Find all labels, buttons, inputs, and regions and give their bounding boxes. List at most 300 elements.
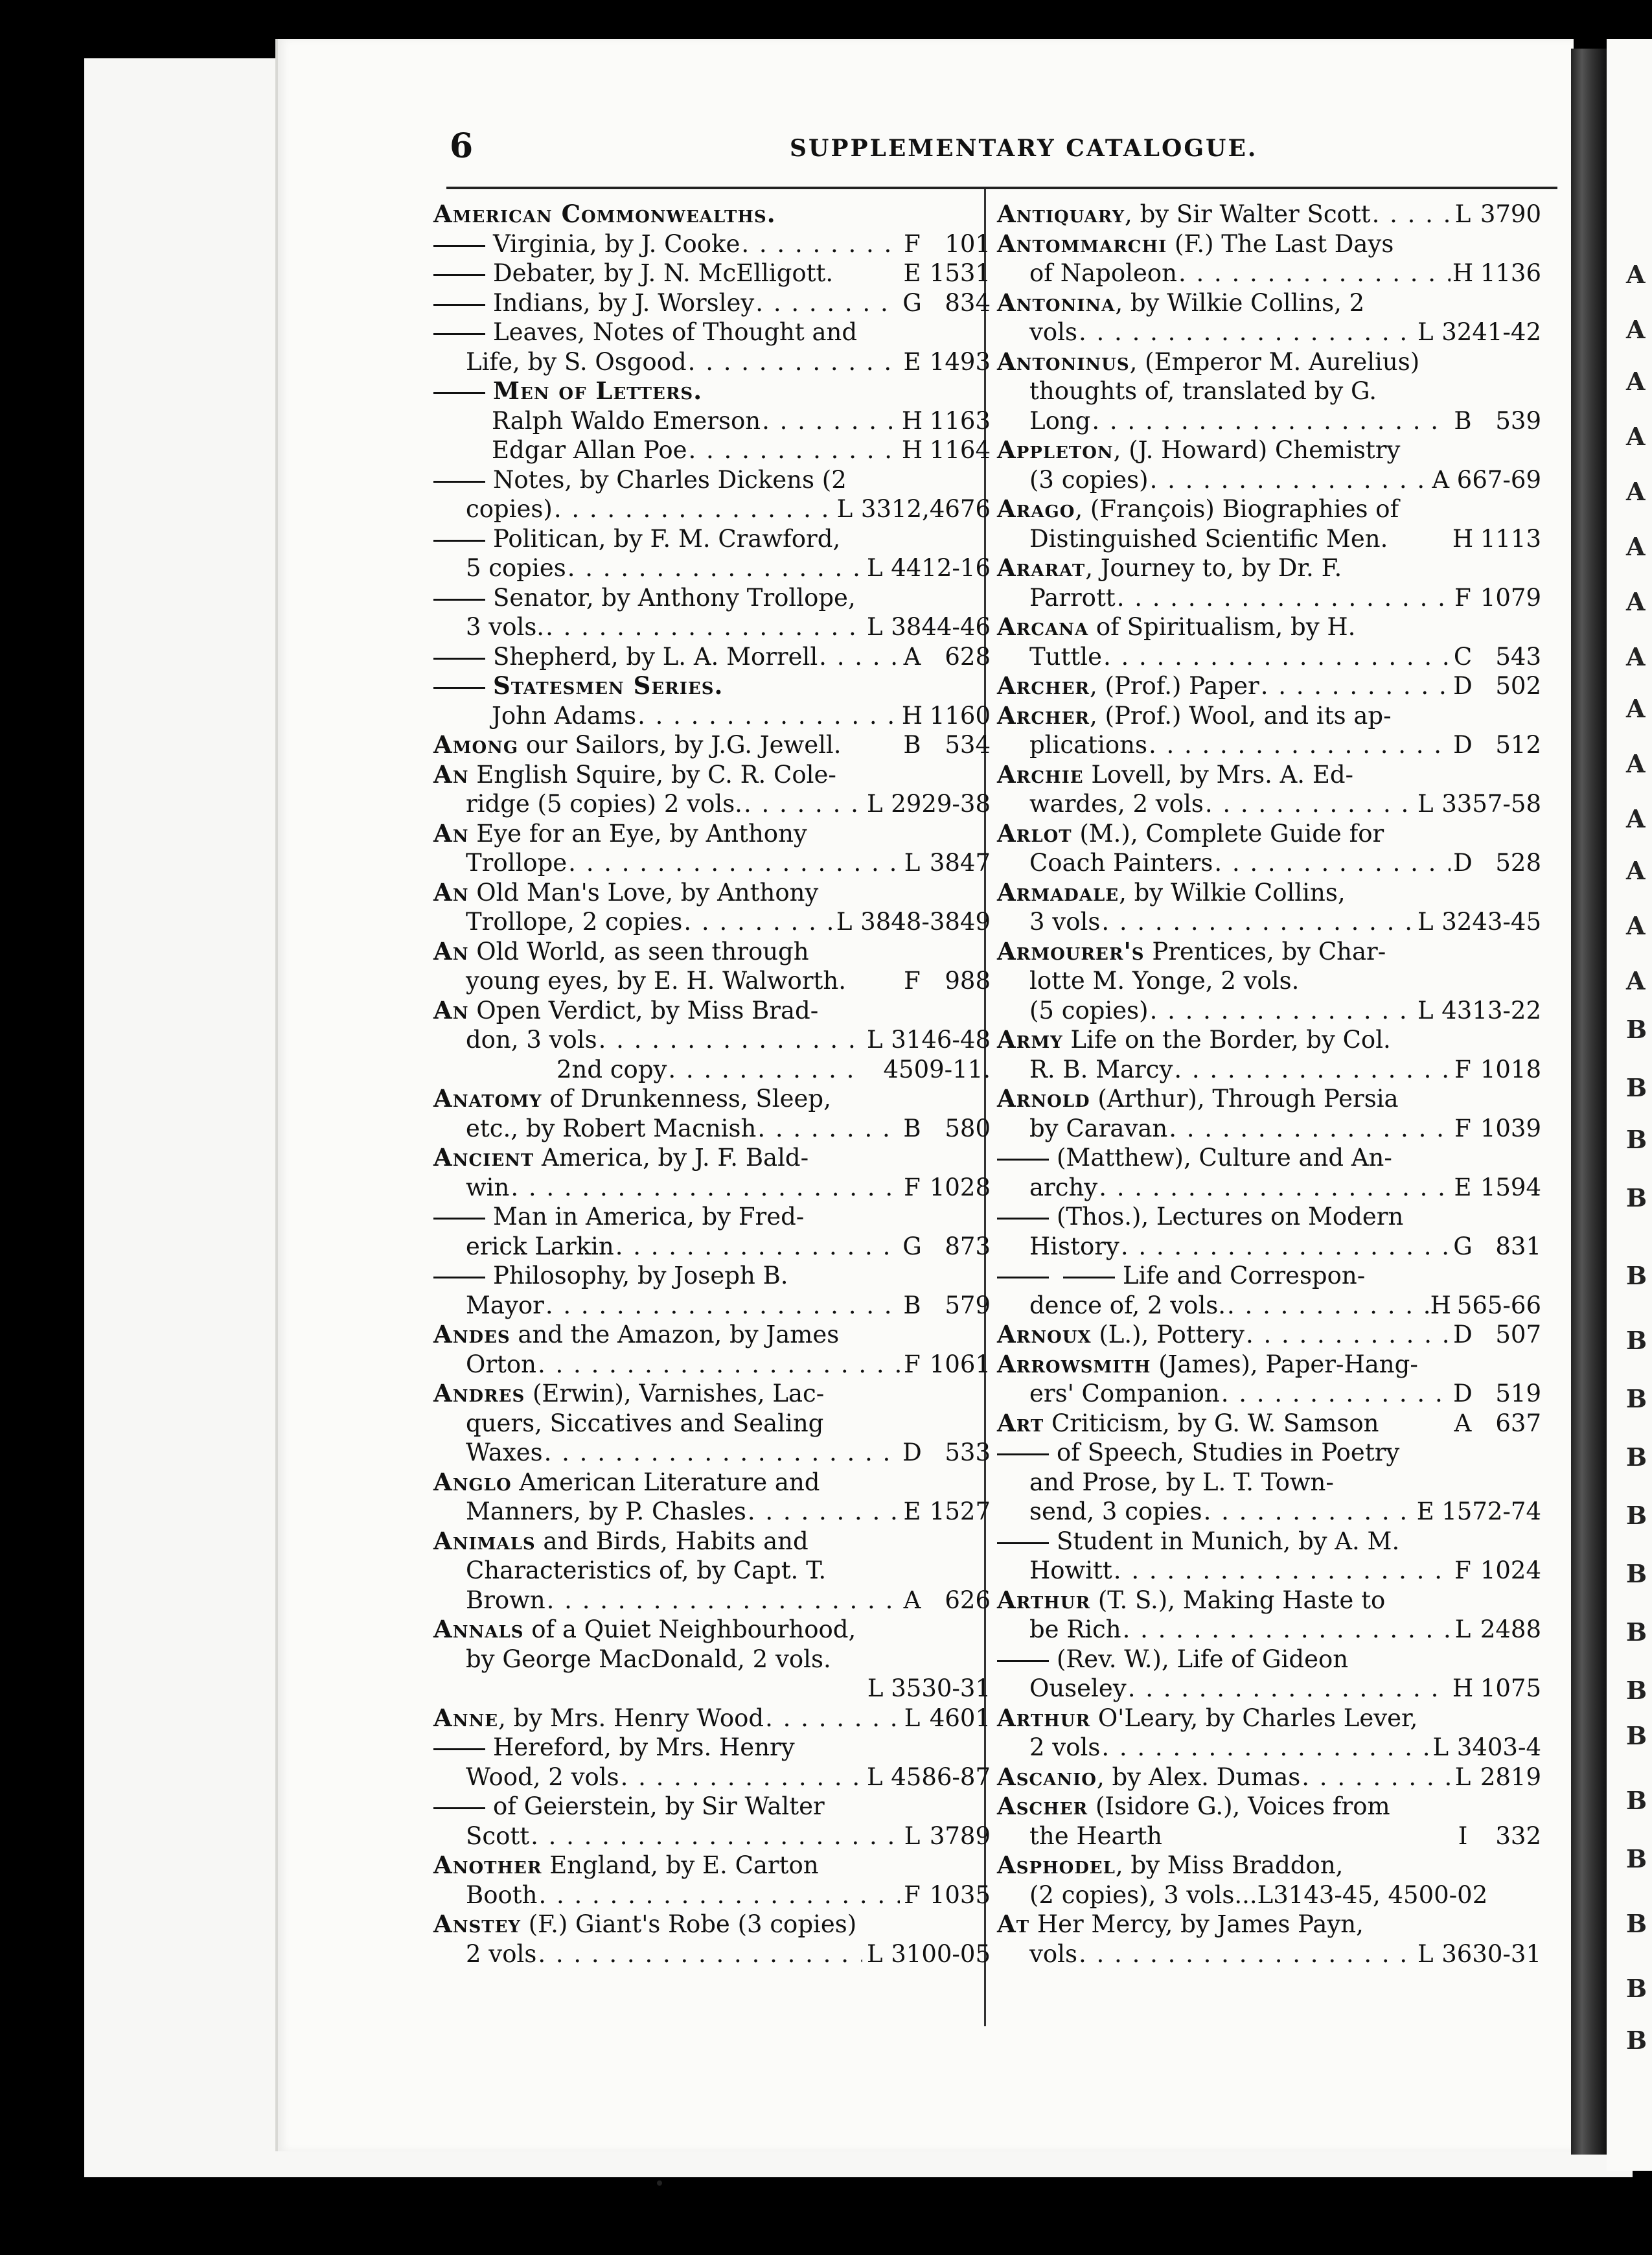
entry-text <box>466 848 567 878</box>
ditto-dash <box>997 1277 1049 1278</box>
adjacent-page-letter: B <box>1626 1073 1647 1102</box>
catalogue-line <box>997 553 1541 583</box>
title-text: , (Prof.) Paper <box>1090 672 1259 700</box>
catalogue-number: 1079 <box>1480 583 1541 612</box>
entry-text <box>466 553 566 583</box>
dot-leader <box>1178 259 1451 288</box>
catalogue-line <box>433 966 991 996</box>
entry-text <box>466 1350 536 1380</box>
catchword: An <box>433 936 469 966</box>
entry-text <box>997 553 1342 583</box>
catalogue-line <box>433 1527 991 1556</box>
entry-text <box>433 259 833 288</box>
adjacent-page-letter: B <box>1626 1721 1647 1750</box>
shelf-letter: B <box>1454 406 1472 435</box>
title-text: , by Miss Braddon, <box>1115 1851 1344 1879</box>
adjacent-page-letter: B <box>1626 1015 1647 1044</box>
catalogue-line <box>433 701 991 731</box>
entry-text <box>466 1438 543 1468</box>
dot-leader <box>668 1055 855 1085</box>
catalogue-line <box>433 1645 991 1674</box>
title-text: lotte M. Yonge, 2 vols. <box>1029 967 1300 995</box>
catchword: Arlot <box>997 818 1072 848</box>
catalogue-line <box>433 1733 991 1763</box>
catalogue-line <box>997 1674 1541 1704</box>
title-text: Life on the Border, by Col. <box>1062 1026 1391 1054</box>
entry-text <box>433 1704 764 1733</box>
catalogue-number: 1164 <box>929 436 991 464</box>
catalogue-line <box>433 819 991 849</box>
shelf-letter: L <box>1417 1939 1434 1968</box>
title-text: quers, Siccatives and Sealing <box>466 1409 824 1437</box>
catalogue-number: 667-69 <box>1456 465 1541 494</box>
shelf-letter: B <box>903 731 921 759</box>
entry-text <box>433 1320 839 1350</box>
shelf-letter: L <box>866 1763 883 1791</box>
shelf-letter: L <box>904 1821 921 1850</box>
catalogue-line <box>433 1468 991 1498</box>
catalogue-line <box>997 435 1541 465</box>
entry-text <box>1029 642 1102 672</box>
shelf-letter: H <box>1452 1674 1474 1702</box>
shelf-letter: F <box>1454 1556 1471 1584</box>
adjacent-page-letter: B <box>1626 1559 1647 1588</box>
dot-leader <box>511 1173 900 1203</box>
catalogue-number: 628 <box>945 642 991 671</box>
catalogue-line <box>433 760 991 790</box>
dot-leader <box>1169 1114 1451 1144</box>
dot-leader <box>1121 1232 1451 1262</box>
title-text: Orton <box>466 1350 536 1378</box>
title-text: our Sailors, by J.G. Jewell. <box>518 731 842 759</box>
title-text: , (Prof.) Wool, and its ap- <box>1090 701 1392 730</box>
catalogue-number: 3403-4 <box>1456 1733 1541 1761</box>
shelf-letter: E <box>1454 1173 1472 1201</box>
entry-text <box>433 1615 856 1645</box>
dot-leader <box>637 701 900 731</box>
entry-text <box>433 878 818 908</box>
shelf-letter: E <box>903 347 921 376</box>
ditto-dash <box>433 1807 485 1809</box>
catalogue-line <box>433 1704 991 1733</box>
running-head: SUPPLEMENTARY CATALOGUE. <box>790 135 1258 162</box>
entry-text <box>492 435 687 465</box>
catalogue-number: 1527 <box>929 1498 991 1525</box>
entry-text <box>1029 1674 1127 1704</box>
ditto-dash <box>433 481 485 483</box>
catalogue-line <box>997 937 1541 967</box>
title-text: of Speech, Studies in Poetry <box>1057 1439 1400 1466</box>
entry-text <box>1029 789 1204 819</box>
dot-leader <box>689 435 901 465</box>
title-text: ers' Companion <box>1029 1380 1220 1407</box>
entry-text <box>433 996 818 1026</box>
ditto-dash <box>1063 1277 1115 1278</box>
entry-text <box>433 760 836 790</box>
entry-text <box>492 406 761 436</box>
entry-text <box>466 966 846 996</box>
title-text: Trollope, 2 copies <box>466 908 683 936</box>
catalogue-number: 528 <box>1495 849 1541 877</box>
catchword: Arnold <box>997 1084 1090 1113</box>
catchword: Arnoux <box>997 1320 1092 1348</box>
entry-text <box>433 1261 788 1291</box>
adjacent-page-letter: B <box>1626 1384 1647 1413</box>
shelf-letter: L <box>866 613 883 641</box>
ditto-dash <box>433 658 485 660</box>
catchword: American Commonwealths. <box>433 200 776 228</box>
entry-text <box>997 435 1400 465</box>
title-text: Shepherd, by L. A. Morrell <box>493 642 818 671</box>
catalogue-line <box>433 996 991 1026</box>
catchword: An <box>433 995 469 1024</box>
adjacent-page-letter: A <box>1626 367 1646 396</box>
entry-text <box>466 1586 545 1615</box>
title-text: be Rich <box>1029 1615 1121 1643</box>
dot-leader <box>1204 1497 1414 1527</box>
entry-text <box>466 1763 619 1792</box>
shelf-letter: H <box>901 701 923 730</box>
title-text: 5 copies <box>466 554 566 582</box>
catchword: Anglo <box>433 1467 512 1496</box>
title-text: and Prose, by L. T. Town- <box>1029 1468 1334 1496</box>
shelf-letter: D <box>902 1439 922 1466</box>
title-text: Lovell, by Mrs. A. Ed- <box>1083 760 1354 789</box>
catalogue-number: 1039 <box>1480 1114 1541 1142</box>
catalogue-number: 3241-42 <box>1441 318 1541 346</box>
catalogue-line <box>433 1025 991 1055</box>
dot-leader <box>1117 583 1451 613</box>
dot-leader <box>1128 1674 1451 1704</box>
shelf-letter: B <box>903 1114 921 1142</box>
entry-text <box>466 1114 756 1144</box>
adjacent-page-letter: B <box>1626 1786 1647 1815</box>
catalogue-number: 1018 <box>1480 1055 1541 1083</box>
catalogue-line <box>997 1261 1541 1291</box>
catalogue-line <box>997 1232 1541 1262</box>
entry-text <box>433 1143 809 1173</box>
ditto-dash <box>997 1660 1049 1662</box>
title-text: Mayor <box>466 1291 544 1319</box>
catalogue-line <box>997 318 1541 347</box>
catalogue-number: 1163 <box>929 406 991 435</box>
shelf-letter: E <box>903 259 921 287</box>
shelf-letter: L <box>904 1704 921 1732</box>
entry-text <box>997 819 1384 849</box>
catalogue-line <box>433 848 991 878</box>
entry-text <box>433 1084 831 1114</box>
dot-leader <box>1114 1556 1451 1586</box>
catalogue-line <box>997 1438 1541 1468</box>
title-text: 3 vols <box>1029 908 1101 936</box>
catalogue-line <box>433 318 991 347</box>
catchword: Among <box>433 730 519 759</box>
dot-leader <box>1372 200 1451 229</box>
adjacent-page-letter: B <box>1626 1676 1647 1705</box>
entry-text <box>1029 1733 1100 1763</box>
adjacent-page-letter: B <box>1626 1844 1647 1873</box>
entry-text <box>466 1409 823 1439</box>
catalogue-number: 1594 <box>1480 1173 1541 1201</box>
entry-text <box>433 730 842 760</box>
title-text: win <box>466 1173 510 1201</box>
shelf-letter: F <box>904 229 921 258</box>
catalogue-number: 332 <box>1495 1821 1541 1850</box>
catalogue-line <box>997 789 1541 819</box>
title-text: 2nd copy <box>556 1055 667 1083</box>
entry-text <box>433 200 776 229</box>
title-text: Characteristics of, by Capt. T. <box>466 1556 827 1584</box>
ditto-dash <box>433 687 485 689</box>
title-text: Debater, by J. N. McElligott. <box>493 259 834 287</box>
dot-leader <box>744 789 862 819</box>
title-text: (F.) Giant's Robe (3 copies) <box>520 1910 857 1938</box>
catalogue-number: 580 <box>945 1114 991 1142</box>
entry-text <box>997 1143 1392 1173</box>
entry-text <box>433 288 754 318</box>
catalogue-number: 519 <box>1495 1380 1541 1407</box>
adjacent-page-letter: B <box>1626 1617 1647 1647</box>
dot-leader <box>1149 730 1451 760</box>
entry-text <box>433 465 847 495</box>
dot-leader <box>748 1497 900 1527</box>
catalogue-number: 834 <box>945 288 991 317</box>
dot-leader <box>1079 1939 1413 1969</box>
dot-leader <box>1079 318 1413 347</box>
entry-text <box>997 1910 1364 1939</box>
dot-leader <box>757 1114 900 1144</box>
continued-shelfmark: L 3530-31 <box>867 1674 991 1702</box>
catalogue-number: 3790 <box>1480 200 1541 228</box>
title-text: Virginia, by J. Cooke <box>493 229 740 258</box>
title-text: Eye for an Eye, by Anthony <box>468 819 807 848</box>
title-text: copies) <box>466 495 553 523</box>
title-text: plications <box>1029 731 1147 759</box>
shelf-letter: L <box>1432 1733 1449 1761</box>
catalogue-line <box>997 583 1541 613</box>
entry-text <box>997 878 1346 908</box>
adjacent-page-letter: B <box>1626 1974 1647 2003</box>
catalogue-line <box>433 1173 991 1203</box>
catalogue-number: 626 <box>945 1586 991 1614</box>
catalogue-number: 3100-05 <box>891 1939 991 1968</box>
ditto-dash <box>433 599 485 601</box>
entry-text <box>997 494 1399 524</box>
shelf-letter: F <box>1454 1055 1471 1083</box>
entry-text <box>1029 1556 1112 1586</box>
title-text: Life, by S. Osgood <box>466 347 687 376</box>
title-text: and Birds, Habits and <box>535 1527 809 1555</box>
entry-text <box>1029 465 1149 495</box>
catchword: Arago <box>997 494 1075 523</box>
entry-text <box>466 1939 536 1969</box>
title-text: (L.), Pottery <box>1091 1321 1245 1348</box>
title-text: , (Emperor M. Aurelius) <box>1129 347 1420 376</box>
catalogue-line <box>997 1821 1541 1851</box>
title-text: don, 3 vols <box>466 1026 597 1054</box>
dot-leader <box>538 1939 862 1969</box>
catalogue-line <box>433 1055 991 1085</box>
ditto-dash <box>433 1748 485 1750</box>
ditto-dash <box>433 540 485 542</box>
entry-text <box>1029 1468 1334 1498</box>
shelf-letter: H <box>1452 524 1474 553</box>
title-text: (Rev. W.), Life of Gideon <box>1057 1645 1349 1673</box>
catalogue-line <box>433 1763 991 1792</box>
catchword: Antommarchi <box>997 229 1167 258</box>
title-text: England, by E. Carton <box>542 1851 819 1879</box>
adjacent-page-letter: A <box>1626 260 1646 289</box>
catchword: Ancient <box>433 1143 534 1172</box>
title-text: American Literature and <box>511 1468 820 1496</box>
adjacent-page-letter: B <box>1626 1326 1647 1355</box>
catalogue-number: 1160 <box>929 701 991 730</box>
catalogue-number: 1136 <box>1480 259 1541 287</box>
entry-text <box>997 200 1371 229</box>
catchword: An <box>433 877 469 907</box>
dot-leader <box>1123 1615 1451 1645</box>
catalogue-line <box>433 1586 991 1615</box>
dot-leader <box>568 553 863 583</box>
title-text: Manners, by P. Chasles <box>466 1498 746 1525</box>
entry-text <box>466 1173 509 1203</box>
catalogue-line <box>997 1733 1541 1763</box>
title-text: 2 vols <box>466 1939 537 1968</box>
catalogue-line <box>997 1556 1541 1586</box>
entry-text <box>466 1556 826 1586</box>
catalogue-line <box>997 1527 1541 1556</box>
adjacent-page-letter: A <box>1626 804 1646 833</box>
header-rule <box>446 187 1557 189</box>
title-text: Her Mercy, by James Payn, <box>1029 1910 1364 1938</box>
title-text: Man in America, by Fred- <box>493 1203 805 1231</box>
title-text: (Matthew), Culture and An- <box>1057 1144 1392 1172</box>
catalogue-number: 2929-38 <box>891 790 991 818</box>
ditto-dash <box>997 1453 1049 1455</box>
title-text: , by Sir Walter Scott <box>1125 200 1371 228</box>
ditto-dash <box>433 333 485 335</box>
entry-text <box>466 789 742 819</box>
entry-text <box>433 229 740 259</box>
catalogue-number: 507 <box>1495 1321 1541 1348</box>
catchword: Anne <box>433 1703 499 1732</box>
adjacent-page-letter: A <box>1626 477 1646 506</box>
catalogue-number: 1035 <box>929 1880 991 1909</box>
dot-leader <box>1174 1055 1451 1085</box>
dot-leader <box>1214 848 1451 878</box>
title-text: Ouseley <box>1029 1674 1127 1702</box>
catalogue-line <box>997 1379 1541 1409</box>
catalogue-line <box>433 259 991 288</box>
entry-text <box>1029 583 1116 613</box>
catalogue-line <box>433 1232 991 1262</box>
title-text: Life and Correspon- <box>1123 1262 1366 1289</box>
catalogue-number: 1061 <box>929 1350 991 1378</box>
dot-leader <box>1150 996 1414 1026</box>
adjacent-page-letter: B <box>1626 1125 1647 1154</box>
dot-leader <box>765 1704 900 1733</box>
catalogue-line <box>997 671 1541 701</box>
catchword: Art <box>997 1408 1044 1437</box>
entry-text <box>433 1733 795 1763</box>
catalogue-line <box>997 376 1541 406</box>
entry-text <box>492 701 636 731</box>
dot-leader <box>615 1232 900 1262</box>
entry-text <box>1029 1497 1202 1527</box>
dot-leader <box>554 494 832 524</box>
entry-text <box>1029 1055 1173 1085</box>
entry-text <box>466 907 682 937</box>
shelf-letter: L <box>866 1939 883 1968</box>
entry-text <box>466 347 687 377</box>
catalogue-number: 4601 <box>929 1704 991 1732</box>
catchword: Another <box>433 1851 542 1879</box>
entry-text <box>433 1527 809 1556</box>
catalogue-line <box>433 1821 991 1851</box>
title-text: 3 vols. <box>466 613 545 641</box>
shelf-letter: L <box>1417 318 1434 346</box>
catalogue-line <box>433 1409 991 1439</box>
title-text: young eyes, by E. H. Walworth. <box>466 967 846 995</box>
entry-text <box>997 1851 1343 1880</box>
ditto-dash <box>433 1277 485 1278</box>
dot-leader <box>1150 465 1428 495</box>
catalogue-line <box>433 1143 991 1173</box>
catchword: Armourer's <box>997 936 1145 966</box>
dot-leader <box>683 907 832 937</box>
catchword: An <box>433 759 469 789</box>
shelf-letter: A <box>1454 1409 1472 1437</box>
catalogue-number: 2819 <box>1480 1763 1541 1791</box>
dot-leader <box>599 1025 863 1055</box>
catchword: Appleton <box>997 435 1114 464</box>
catchword: Ararat <box>997 553 1086 582</box>
entry-text <box>997 701 1392 731</box>
catalogue-line <box>433 553 991 583</box>
catchword: Arrowsmith <box>997 1349 1151 1378</box>
entry-text <box>1029 1232 1119 1262</box>
adjacent-page-letter: A <box>1626 642 1646 671</box>
title-text: (2 copies), 3 vols...L3143-45, 4500-02 <box>1029 1880 1488 1909</box>
catalogue-line <box>997 229 1541 259</box>
title-text: Ralph Waldo Emerson <box>492 406 761 435</box>
entry-text <box>466 1880 537 1910</box>
catalogue-line <box>997 1763 1541 1792</box>
shelf-letter: B <box>903 1291 921 1319</box>
entry-text <box>466 1232 614 1262</box>
catalogue-line <box>433 1350 991 1380</box>
title-text: of Spiritualism, by H. <box>1088 613 1356 641</box>
title-text: (Arthur), Through Persia <box>1090 1085 1399 1113</box>
title-text: of Drunkenness, Sleep, <box>542 1085 831 1113</box>
catalogue-line <box>433 671 991 701</box>
entry-text <box>997 1792 1390 1821</box>
adjacent-page-letter: A <box>1626 532 1646 561</box>
catalogue-line <box>997 966 1541 996</box>
title-text: (Thos.), Lectures on Modern <box>1057 1203 1404 1231</box>
catalogue-line <box>433 288 991 318</box>
title-text: Tuttle <box>1029 642 1102 671</box>
dot-leader <box>568 848 900 878</box>
catalogue-line <box>997 1792 1541 1821</box>
catchword: Annals <box>433 1615 524 1643</box>
catalogue-number: 4586-87 <box>891 1763 991 1791</box>
catalogue-line <box>997 494 1541 524</box>
shelf-letter: L <box>1417 908 1434 936</box>
adjacent-page-letter: A <box>1626 856 1646 885</box>
catalogue-number: 579 <box>945 1291 991 1319</box>
entry-text <box>997 1320 1245 1350</box>
